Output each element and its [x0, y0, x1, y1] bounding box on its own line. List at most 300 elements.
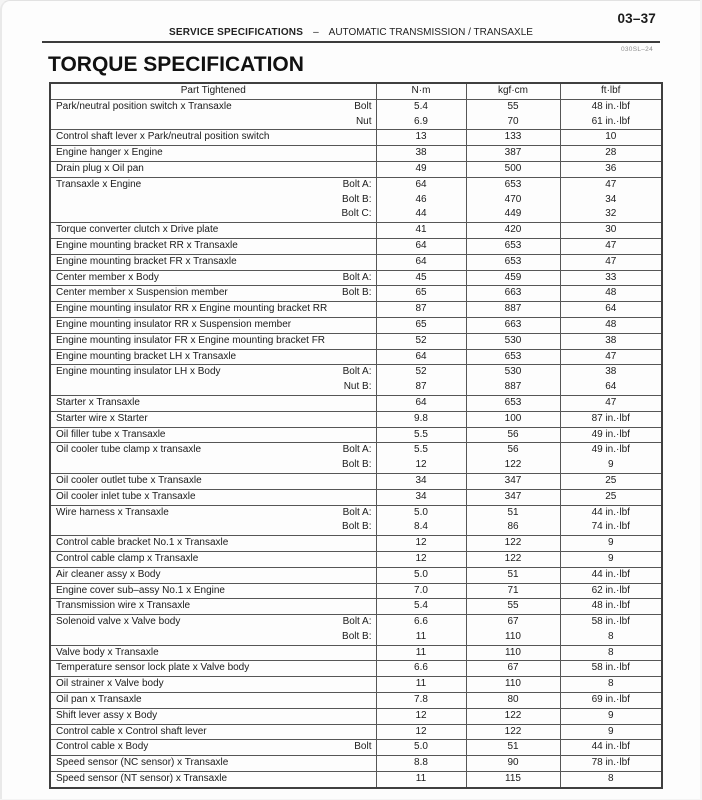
table-row [50, 724, 662, 740]
fastener-labels [362, 146, 376, 161]
kgfcm-value-cell [466, 489, 560, 505]
torque-value: 663 [504, 287, 522, 299]
nm-value-cell [376, 411, 466, 427]
torque-value: 48 [605, 287, 617, 299]
part-name: Transaxle x Engine [56, 178, 142, 190]
nm-value-cell [376, 551, 466, 567]
fastener-label [362, 677, 372, 692]
ftlbf-value-cell [560, 489, 662, 505]
part-name: Temperature sensor lock plate x Valve body [56, 662, 250, 674]
torque-value: 80 [507, 694, 519, 706]
kgfcm-value-cell [466, 772, 560, 788]
nm-value-cell [376, 349, 466, 365]
nm-value-cell [376, 645, 466, 661]
kgfcm-value-cell [466, 177, 560, 222]
torque-value: 44 in.·lbf [591, 741, 630, 753]
part-name: Wire harness x Transaxle [56, 506, 169, 518]
torque-value: 100 [504, 412, 522, 424]
torque-value: 5.5 [414, 444, 428, 456]
torque-value: 6.9 [414, 115, 428, 127]
kgfcm-value-cell [466, 270, 560, 286]
nm-value-cell [376, 238, 466, 254]
ftlbf-value-cell [560, 693, 662, 709]
nm-value-cell [376, 427, 466, 443]
part-cell [50, 661, 376, 677]
torque-value: 30 [605, 224, 617, 236]
torque-value: 65 [415, 318, 427, 330]
part-cell [50, 99, 376, 130]
part-name: Oil filler tube x Transaxle [56, 428, 166, 440]
fastener-labels [362, 756, 376, 771]
fastener-label: Nut [355, 115, 372, 127]
part-name: Control cable bracket No.1 x Transaxle [56, 537, 229, 549]
torque-value: 12 [415, 537, 427, 549]
fastener-label: Bolt B: [342, 459, 372, 471]
page-title: TORQUE SPECIFICATION [48, 53, 304, 76]
torque-value: 38 [415, 147, 427, 159]
fastener-labels [362, 162, 376, 177]
ftlbf-value-cell [560, 724, 662, 740]
part-cell [50, 395, 376, 411]
part-name: Engine hanger x Engine [56, 147, 163, 159]
kgfcm-value-cell [466, 286, 560, 302]
torque-value: 5.0 [414, 506, 428, 518]
ftlbf-value-cell [560, 333, 662, 349]
part-cell [50, 772, 376, 788]
nm-value-cell [376, 146, 466, 162]
torque-value: 8 [607, 630, 614, 642]
torque-value: 12 [415, 552, 427, 564]
fastener-label [362, 396, 372, 411]
table-row [50, 661, 662, 677]
part-name: Speed sensor (NT sensor) x Transaxle [56, 773, 228, 785]
table-row [50, 645, 662, 661]
ftlbf-value-cell [560, 317, 662, 333]
torque-value: 62 in.·lbf [591, 584, 630, 596]
fastener-labels [362, 568, 376, 583]
fastener-label: Bolt A: [342, 506, 372, 518]
part-name: Oil cooler inlet tube x Transaxle [56, 490, 196, 502]
part-cell [50, 146, 376, 162]
table-row [50, 615, 662, 646]
part-name: Engine mounting insulator RR x Engine mounting bracket RR [56, 303, 328, 315]
ftlbf-value-cell [560, 177, 662, 222]
torque-value: 13 [415, 131, 427, 143]
table-row [50, 567, 662, 583]
part-name: Center member x Suspension member [56, 287, 228, 299]
torque-value: 74 in.·lbf [591, 521, 630, 533]
ftlbf-value-cell [560, 551, 662, 567]
fastener-label [362, 536, 372, 551]
part-cell [50, 677, 376, 693]
part-name: Engine mounting bracket LH x Transaxle [56, 350, 237, 362]
fastener-labels [362, 318, 376, 333]
fastener-labels [362, 396, 376, 411]
torque-value: 47 [605, 350, 617, 362]
torque-value: 653 [504, 396, 522, 408]
fastener-labels [362, 130, 376, 145]
part-cell [50, 583, 376, 599]
torque-value: 887 [504, 381, 522, 393]
table-row [50, 443, 662, 474]
nm-value-cell [376, 223, 466, 239]
part-name: Control cable clamp x Transaxle [56, 552, 199, 564]
torque-value: 71 [507, 584, 519, 596]
torque-value: 9.8 [414, 412, 428, 424]
torque-value: 78 in.·lbf [591, 757, 630, 769]
torque-value: 7.8 [414, 694, 428, 706]
fastener-labels [362, 255, 376, 270]
torque-table-body [50, 99, 662, 788]
torque-value: 49 [415, 162, 427, 174]
torque-value: 6.6 [414, 662, 428, 674]
ftlbf-value-cell [560, 286, 662, 302]
part-name: Oil strainer x Valve body [56, 678, 164, 690]
kgfcm-value-cell [466, 349, 560, 365]
torque-value: 48 [605, 318, 617, 330]
torque-value: 420 [504, 224, 522, 236]
nm-value-cell [376, 130, 466, 146]
part-name: Engine cover sub–assy No.1 x Engine [56, 584, 225, 596]
table-row [50, 130, 662, 146]
nm-value-cell [376, 489, 466, 505]
fastener-labels [362, 334, 376, 349]
fastener-label [362, 584, 372, 599]
torque-value: 34 [415, 474, 427, 486]
torque-value: 61 in.·lbf [591, 115, 630, 127]
kgfcm-value-cell [466, 443, 560, 474]
nm-value-cell [376, 708, 466, 724]
table-row [50, 302, 662, 318]
part-name: Shift lever assy x Body [56, 709, 158, 721]
kgfcm-value-cell [466, 302, 560, 318]
fastener-labels [362, 725, 376, 740]
table-row [50, 333, 662, 349]
table-row [50, 223, 662, 239]
running-header-chapter: AUTOMATIC TRANSMISSION / TRANSAXLE [328, 27, 533, 38]
nm-value-cell [376, 756, 466, 772]
torque-value: 90 [507, 757, 519, 769]
running-header-section: SERVICE SPECIFICATIONS [169, 27, 304, 38]
torque-value: 41 [415, 224, 427, 236]
nm-value-cell [376, 615, 466, 646]
torque-value: 86 [507, 521, 519, 533]
torque-value: 11 [415, 773, 427, 785]
ftlbf-value-cell [560, 223, 662, 239]
torque-value: 64 [605, 381, 617, 393]
torque-value: 133 [504, 131, 522, 143]
nm-value-cell [376, 473, 466, 489]
ftlbf-value-cell [560, 583, 662, 599]
table-row [50, 238, 662, 254]
torque-value: 115 [505, 773, 521, 785]
fastener-label: Bolt A: [342, 616, 372, 628]
ftlbf-value-cell [560, 661, 662, 677]
fastener-labels [343, 271, 376, 286]
fastener-labels [362, 490, 376, 505]
table-row [50, 395, 662, 411]
ftlbf-value-cell [560, 473, 662, 489]
fastener-label: Bolt A: [342, 178, 372, 190]
nm-value-cell [376, 333, 466, 349]
kgfcm-value-cell [466, 427, 560, 443]
ftlbf-value-cell [560, 146, 662, 162]
fastener-labels [362, 239, 376, 254]
torque-value: 51 [507, 568, 519, 580]
torque-value: 122 [504, 709, 522, 721]
nm-value-cell [376, 286, 466, 302]
part-cell [50, 286, 376, 302]
table-row [50, 599, 662, 615]
kgfcm-value-cell [466, 238, 560, 254]
torque-value: 110 [505, 646, 521, 658]
table-row [50, 677, 662, 693]
torque-value: 44 in.·lbf [591, 506, 630, 518]
nm-value-cell [376, 536, 466, 552]
nm-value-cell [376, 724, 466, 740]
part-name: Engine mounting insulator FR x Engine mounting bracket FR [56, 334, 326, 346]
torque-value: 64 [415, 178, 427, 190]
torque-value: 122 [504, 552, 522, 564]
torque-value: 33 [605, 271, 617, 283]
fastener-label [362, 552, 372, 567]
torque-value: 530 [504, 334, 522, 346]
kgfcm-value-cell [466, 473, 560, 489]
nm-value-cell [376, 583, 466, 599]
fastener-labels [362, 428, 376, 443]
fastener-labels [362, 646, 376, 661]
fastener-label [362, 412, 372, 427]
fastener-labels [342, 443, 375, 473]
torque-value: 122 [504, 459, 522, 471]
table-row [50, 536, 662, 552]
torque-value: 887 [504, 303, 522, 315]
running-header-dash: – [313, 27, 319, 38]
header-rule [42, 41, 660, 43]
fastener-label: Bolt C: [341, 208, 372, 220]
table-row [50, 489, 662, 505]
fastener-label [362, 130, 372, 145]
part-cell [50, 302, 376, 318]
ftlbf-value-cell [560, 395, 662, 411]
part-cell [50, 238, 376, 254]
nm-value-cell [376, 177, 466, 222]
torque-value: 8 [607, 646, 614, 658]
torque-value: 87 in.·lbf [591, 412, 630, 424]
torque-value: 8.4 [414, 521, 428, 533]
torque-value: 47 [605, 255, 617, 267]
table-row [50, 505, 662, 536]
kgfcm-value-cell [466, 567, 560, 583]
kgfcm-value-cell [466, 551, 560, 567]
table-header-row [50, 83, 662, 99]
torque-value: 122 [504, 725, 522, 737]
fastener-label [362, 568, 372, 583]
torque-value: 58 in.·lbf [591, 662, 630, 674]
torque-value: 34 [605, 193, 617, 205]
fastener-labels [362, 661, 376, 676]
torque-value: 25 [605, 490, 617, 502]
part-cell [50, 645, 376, 661]
part-name: Engine mounting bracket RR x Transaxle [56, 239, 238, 251]
torque-value: 8 [607, 678, 614, 690]
torque-value: 64 [415, 350, 427, 362]
fastener-label [362, 756, 372, 771]
part-cell [50, 270, 376, 286]
fastener-labels [362, 536, 376, 551]
ftlbf-value-cell [560, 365, 662, 396]
part-cell [50, 599, 376, 615]
part-cell [50, 724, 376, 740]
part-name: Air cleaner assy x Body [56, 568, 161, 580]
part-cell [50, 536, 376, 552]
part-name: Engine mounting bracket FR x Transaxle [56, 255, 237, 267]
fastener-label [362, 302, 372, 317]
ftlbf-value-cell [560, 708, 662, 724]
part-cell [50, 365, 376, 396]
ftlbf-value-cell [560, 302, 662, 318]
fastener-label: Bolt [354, 100, 372, 112]
nm-value-cell [376, 270, 466, 286]
fastener-label [362, 646, 372, 661]
part-cell [50, 333, 376, 349]
fastener-label [362, 693, 372, 708]
torque-value: 65 [415, 287, 427, 299]
ftlbf-value-cell [560, 599, 662, 615]
fastener-label: Bolt A: [342, 271, 372, 283]
torque-value: 32 [605, 208, 617, 220]
part-cell [50, 567, 376, 583]
fastener-label [362, 490, 372, 505]
table-row [50, 427, 662, 443]
kgfcm-value-cell [466, 130, 560, 146]
torque-value: 110 [505, 630, 521, 642]
column-header-part: Part Tightened [50, 83, 376, 99]
table-row [50, 365, 662, 396]
part-name: Engine mounting insulator RR x Suspension member [56, 318, 292, 330]
torque-value: 64 [415, 396, 427, 408]
torque-value: 9 [607, 459, 614, 471]
fastener-label [362, 162, 372, 177]
column-header-kgfcm: kgf·cm [466, 83, 560, 99]
ftlbf-value-cell [560, 505, 662, 536]
kgfcm-value-cell [466, 146, 560, 162]
table-row [50, 286, 662, 302]
torque-value: 38 [605, 366, 617, 378]
torque-value: 8.8 [414, 757, 428, 769]
torque-value: 11 [415, 630, 427, 642]
kgfcm-value-cell [466, 395, 560, 411]
table-row [50, 583, 662, 599]
kgfcm-value-cell [466, 536, 560, 552]
fastener-label [362, 223, 372, 238]
fastener-labels [362, 412, 376, 427]
torque-value: 55 [507, 600, 519, 612]
nm-value-cell [376, 302, 466, 318]
part-name: Control cable x Control shaft lever [56, 725, 207, 737]
part-cell [50, 177, 376, 222]
kgfcm-value-cell [466, 708, 560, 724]
table-row [50, 254, 662, 270]
torque-value: 58 in.·lbf [591, 616, 630, 628]
part-name: Oil pan x Transaxle [56, 694, 142, 706]
fastener-labels [362, 552, 376, 567]
part-cell [50, 317, 376, 333]
nm-value-cell [376, 317, 466, 333]
torque-value: 5.0 [414, 568, 428, 580]
torque-value: 44 in.·lbf [591, 568, 630, 580]
part-name: Drain plug x Oil pan [56, 162, 144, 174]
kgfcm-value-cell [466, 677, 560, 693]
fastener-label: Bolt B: [342, 521, 372, 533]
column-header-nm: N·m [376, 83, 466, 99]
part-cell [50, 708, 376, 724]
torque-value: 122 [504, 537, 522, 549]
torque-value: 28 [605, 147, 617, 159]
torque-value: 110 [505, 678, 521, 690]
part-cell [50, 427, 376, 443]
torque-value: 87 [415, 381, 427, 393]
part-cell [50, 130, 376, 146]
part-name: Speed sensor (NC sensor) x Transaxle [56, 757, 229, 769]
kgfcm-value-cell [466, 411, 560, 427]
part-name: Engine mounting insulator LH x Body [56, 366, 221, 378]
torque-value: 11 [415, 646, 427, 658]
fastener-label [362, 428, 372, 443]
torque-value: 64 [415, 239, 427, 251]
ftlbf-value-cell [560, 772, 662, 788]
kgfcm-value-cell [466, 99, 560, 130]
torque-value: 12 [415, 725, 427, 737]
ftlbf-value-cell [560, 411, 662, 427]
table-row [50, 693, 662, 709]
part-name: Solenoid valve x Valve body [56, 616, 181, 628]
fastener-labels [362, 584, 376, 599]
fastener-label: Bolt [354, 741, 372, 753]
table-row [50, 772, 662, 788]
nm-value-cell [376, 254, 466, 270]
torque-value: 347 [504, 490, 522, 502]
fastener-labels [362, 772, 376, 787]
torque-value: 459 [504, 271, 522, 283]
part-name: Control cable x Body [56, 741, 149, 753]
table-row [50, 146, 662, 162]
table-row [50, 551, 662, 567]
fastener-labels [343, 365, 376, 395]
fastener-labels [342, 615, 375, 645]
kgfcm-value-cell [466, 583, 560, 599]
nm-value-cell [376, 443, 466, 474]
part-cell [50, 223, 376, 239]
kgfcm-value-cell [466, 693, 560, 709]
fastener-label [362, 661, 372, 676]
torque-value: 48 in.·lbf [591, 100, 630, 112]
part-name: Oil cooler outlet tube x Transaxle [56, 474, 202, 486]
nm-value-cell [376, 661, 466, 677]
part-cell [50, 615, 376, 646]
nm-value-cell [376, 505, 466, 536]
torque-value: 530 [504, 366, 522, 378]
part-name: Oil cooler tube clamp x transaxle [56, 444, 202, 456]
fastener-labels [362, 302, 376, 317]
torque-value: 7.0 [414, 584, 428, 596]
doc-code: 030SL–24 [620, 46, 653, 53]
torque-value: 653 [504, 239, 522, 251]
table-row [50, 473, 662, 489]
kgfcm-value-cell [466, 317, 560, 333]
torque-value: 347 [504, 474, 522, 486]
fastener-label: Bolt B: [342, 287, 372, 299]
